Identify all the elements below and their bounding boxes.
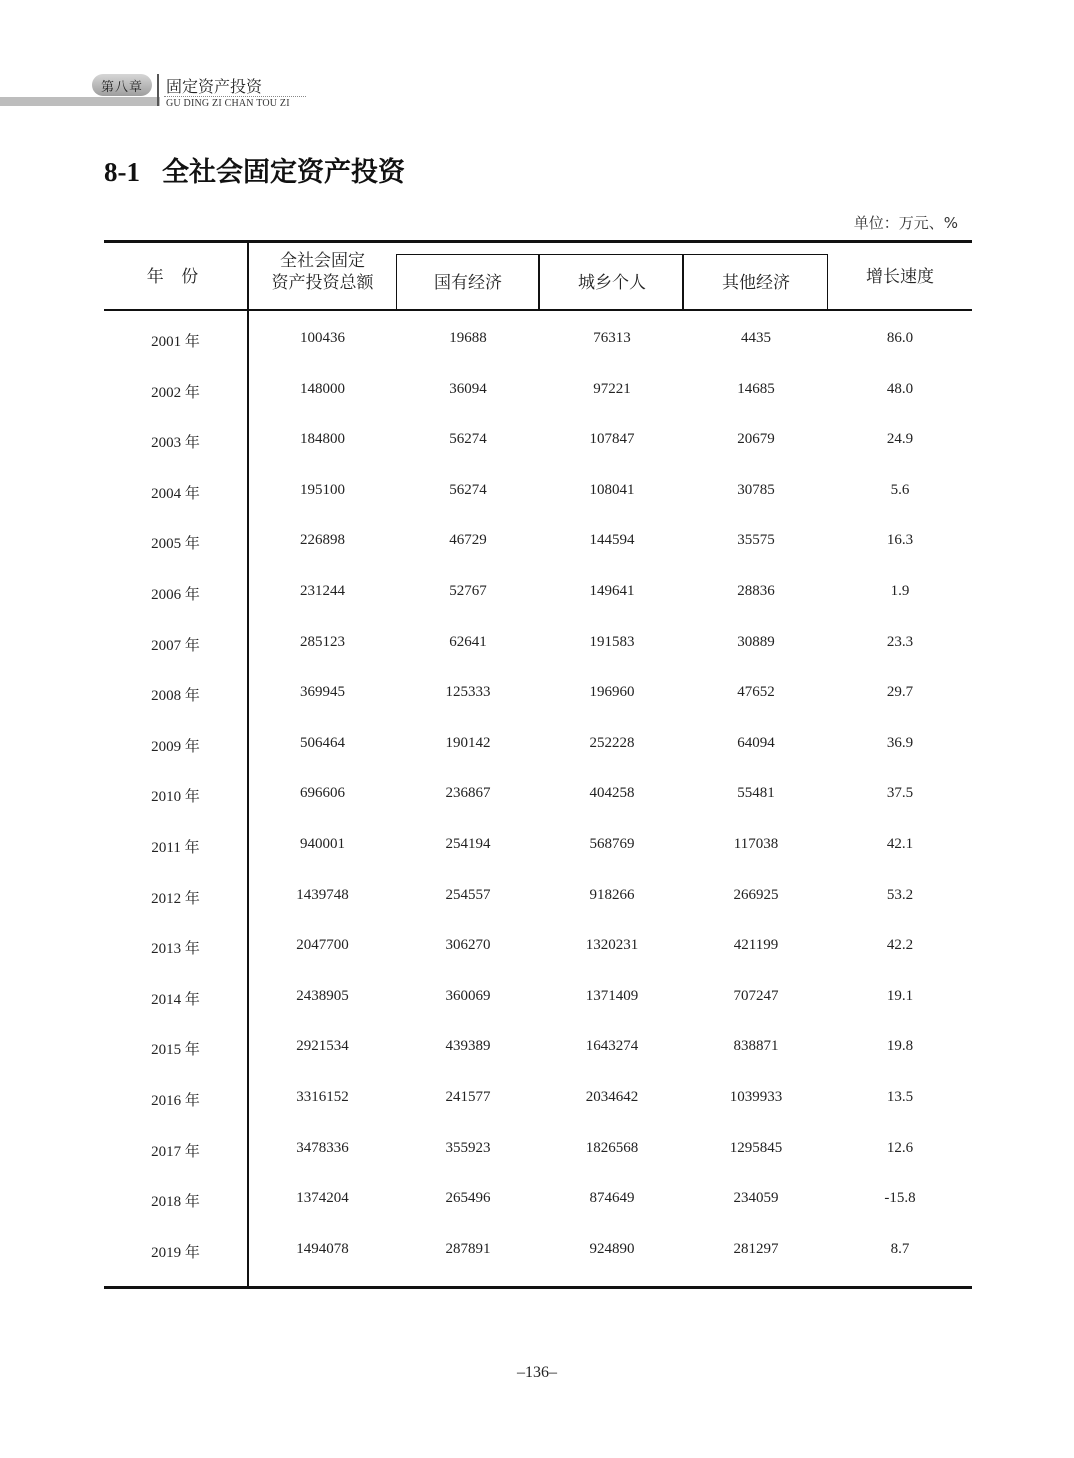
cell-other: 4435 <box>741 330 771 346</box>
table-row <box>104 822 972 873</box>
cell-growth: 37.5 <box>886 785 914 802</box>
cell-growth: 42.2 <box>886 937 914 954</box>
cell-other: 281297 <box>733 1240 779 1257</box>
table-row <box>104 417 972 468</box>
cell-total: 148000 <box>300 380 345 397</box>
cell-state: 306270 <box>445 937 491 954</box>
cell-total: 506464 <box>300 734 345 751</box>
page-number: –136– <box>517 1364 557 1381</box>
header-total <box>249 250 396 294</box>
cell-state: 36094 <box>449 380 487 397</box>
cell-other: 1295845 <box>729 1139 783 1156</box>
cell-total: 2438905 <box>296 987 349 1004</box>
table-title: 全社会固定资产投资 <box>162 157 405 188</box>
chapter-title: 固定资产投资 <box>166 77 263 96</box>
cell-growth: 19.8 <box>886 1038 914 1055</box>
cell-year: 2014 年 <box>151 991 200 1008</box>
cell-year: 2018 年 <box>151 1194 200 1211</box>
cell-growth: 23.3 <box>886 633 914 650</box>
cell-individual: 1643274 <box>585 1038 639 1055</box>
cell-total: 2047700 <box>296 937 349 954</box>
cell-other: 14685 <box>737 380 775 397</box>
cell-state: 125333 <box>445 684 491 701</box>
cell-total: 2921534 <box>296 1038 349 1055</box>
header-year: 年 份 <box>146 267 205 287</box>
cell-total: 195100 <box>300 481 345 498</box>
table-row <box>104 670 972 721</box>
cell-other: 55481 <box>737 785 775 802</box>
cell-state: 52767 <box>449 582 487 599</box>
table-row <box>104 1075 972 1126</box>
cell-total: 285123 <box>300 633 345 650</box>
cell-year: 2013 年 <box>151 941 200 958</box>
cell-individual: 191583 <box>589 633 635 650</box>
table-row <box>104 923 972 974</box>
chapter-badge: 第八章 <box>92 74 152 96</box>
cell-other: 838871 <box>733 1038 779 1055</box>
cell-individual: 404258 <box>589 785 635 802</box>
cell-total: 184800 <box>300 431 345 448</box>
cell-individual: 1371409 <box>585 987 639 1004</box>
cell-growth: 42.1 <box>886 835 914 852</box>
cell-state: 254194 <box>445 835 491 852</box>
table-row <box>104 1126 972 1177</box>
cell-year: 2003 年 <box>151 435 200 452</box>
cell-other: 234059 <box>733 1190 779 1207</box>
cell-growth: 48.0 <box>886 380 914 397</box>
cell-growth: 29.7 <box>886 684 914 701</box>
cell-year: 2019 年 <box>151 1244 200 1261</box>
cell-growth: 36.9 <box>886 734 914 751</box>
cell-year: 2005 年 <box>151 536 200 553</box>
cell-other: 117038 <box>733 835 779 852</box>
cell-total: 369945 <box>300 684 345 701</box>
header-gray-bar <box>0 97 160 106</box>
cell-state: 190142 <box>445 734 491 751</box>
cell-year: 2016 年 <box>151 1092 200 1109</box>
table-body <box>104 316 972 1277</box>
cell-other: 266925 <box>733 886 779 903</box>
table-row <box>104 771 972 822</box>
cell-state: 439389 <box>445 1038 491 1055</box>
cell-total: 3316152 <box>296 1088 349 1105</box>
cell-total: 100436 <box>300 330 345 346</box>
cell-state: 56274 <box>449 481 487 498</box>
header-total-line2: 资产投资总额 <box>271 273 374 293</box>
cell-other: 707247 <box>733 987 779 1004</box>
cell-total: 3478336 <box>296 1139 349 1156</box>
cell-growth: 24.9 <box>886 431 914 448</box>
cell-individual: 1826568 <box>585 1139 639 1156</box>
cell-state: 360069 <box>445 987 491 1004</box>
header-dotted-rule <box>164 96 306 97</box>
cell-year: 2006 年 <box>151 586 200 603</box>
table-top-rule <box>104 240 972 243</box>
cell-year: 2010 年 <box>151 789 200 806</box>
cell-year: 2011 年 <box>151 839 200 856</box>
header-growth: 增长速度 <box>866 267 934 287</box>
cell-individual: 144594 <box>589 532 635 549</box>
unit-note: 单位：万元、% <box>853 214 958 232</box>
cell-growth: -15.8 <box>884 1190 916 1207</box>
header-urban-rural-individual: 城乡个人 <box>578 273 646 293</box>
cell-state: 56274 <box>449 431 487 448</box>
cell-total: 1374204 <box>296 1190 349 1207</box>
header-separator <box>157 74 159 106</box>
cell-year: 2008 年 <box>151 688 200 705</box>
cell-individual: 107847 <box>589 431 635 448</box>
cell-state: 236867 <box>445 785 491 802</box>
cell-other: 1039933 <box>729 1088 783 1105</box>
cell-individual: 97221 <box>593 380 631 397</box>
cell-individual: 252228 <box>589 734 635 751</box>
cell-growth: 8.7 <box>890 1240 910 1257</box>
cell-other: 20679 <box>737 431 775 448</box>
cell-total: 226898 <box>300 532 345 549</box>
cell-growth: 19.1 <box>886 987 914 1004</box>
table-number: 8-1 <box>104 157 140 187</box>
header-total-line1: 全社会固定 <box>280 251 365 271</box>
cell-year: 2012 年 <box>151 890 200 907</box>
cell-year: 2009 年 <box>151 738 200 755</box>
cell-growth: 16.3 <box>886 532 914 549</box>
cell-year: 2004 年 <box>151 485 200 502</box>
cell-state: 287891 <box>445 1240 491 1257</box>
header-state: 国有经济 <box>434 273 502 293</box>
table-row <box>104 721 972 772</box>
cell-individual: 918266 <box>589 886 635 903</box>
cell-other: 28836 <box>737 582 775 599</box>
table-row <box>104 620 972 671</box>
table-row <box>104 1024 972 1075</box>
cell-growth: 5.6 <box>890 481 910 498</box>
cell-year: 2017 年 <box>151 1143 200 1160</box>
header-other: 其他经济 <box>722 273 790 293</box>
cell-total: 1439748 <box>296 886 349 903</box>
table-row <box>104 316 972 367</box>
cell-state: 355923 <box>445 1139 491 1156</box>
chapter-pinyin: GU DING ZI CHAN TOU ZI <box>166 98 290 109</box>
cell-year: 2015 年 <box>151 1042 200 1059</box>
cell-state: 254557 <box>445 886 491 903</box>
cell-total: 940001 <box>300 835 345 852</box>
cell-other: 64094 <box>737 734 775 751</box>
cell-individual: 568769 <box>589 835 635 852</box>
table-row <box>104 367 972 418</box>
cell-individual: 924890 <box>589 1240 635 1257</box>
cell-individual: 196960 <box>589 684 635 701</box>
cell-growth: 86.0 <box>886 330 914 346</box>
cell-growth: 13.5 <box>886 1088 914 1105</box>
cell-other: 30889 <box>737 633 775 650</box>
table-bottom-rule <box>104 1286 972 1289</box>
cell-growth: 12.6 <box>886 1139 914 1156</box>
investment-table <box>104 240 972 1290</box>
table-row <box>104 518 972 569</box>
table-row <box>104 1227 972 1278</box>
cell-individual: 1320231 <box>585 937 639 954</box>
page-title <box>104 150 405 189</box>
cell-individual: 2034642 <box>585 1088 639 1105</box>
cell-state: 62641 <box>449 633 487 650</box>
cell-other: 35575 <box>737 532 775 549</box>
cell-individual: 149641 <box>589 582 635 599</box>
cell-state: 46729 <box>449 532 487 549</box>
table-row <box>104 569 972 620</box>
table-row <box>104 468 972 519</box>
cell-total: 1494078 <box>296 1240 349 1257</box>
cell-other: 421199 <box>733 937 779 954</box>
cell-other: 30785 <box>737 481 775 498</box>
table-row <box>104 1176 972 1227</box>
cell-individual: 108041 <box>589 481 635 498</box>
cell-growth: 53.2 <box>886 886 914 903</box>
cell-other: 47652 <box>737 684 775 701</box>
cell-individual: 76313 <box>593 330 631 346</box>
cell-total: 231244 <box>300 582 345 599</box>
cell-total: 696606 <box>300 785 345 802</box>
cell-state: 241577 <box>445 1088 491 1105</box>
cell-individual: 874649 <box>589 1190 635 1207</box>
cell-year: 2002 年 <box>151 384 200 401</box>
table-row <box>104 974 972 1025</box>
cell-year: 2007 年 <box>151 637 200 654</box>
table-row <box>104 873 972 924</box>
cell-state: 19688 <box>449 330 487 346</box>
cell-state: 265496 <box>445 1190 491 1207</box>
cell-year: 2001 年 <box>151 334 200 350</box>
cell-growth: 1.9 <box>890 582 910 599</box>
